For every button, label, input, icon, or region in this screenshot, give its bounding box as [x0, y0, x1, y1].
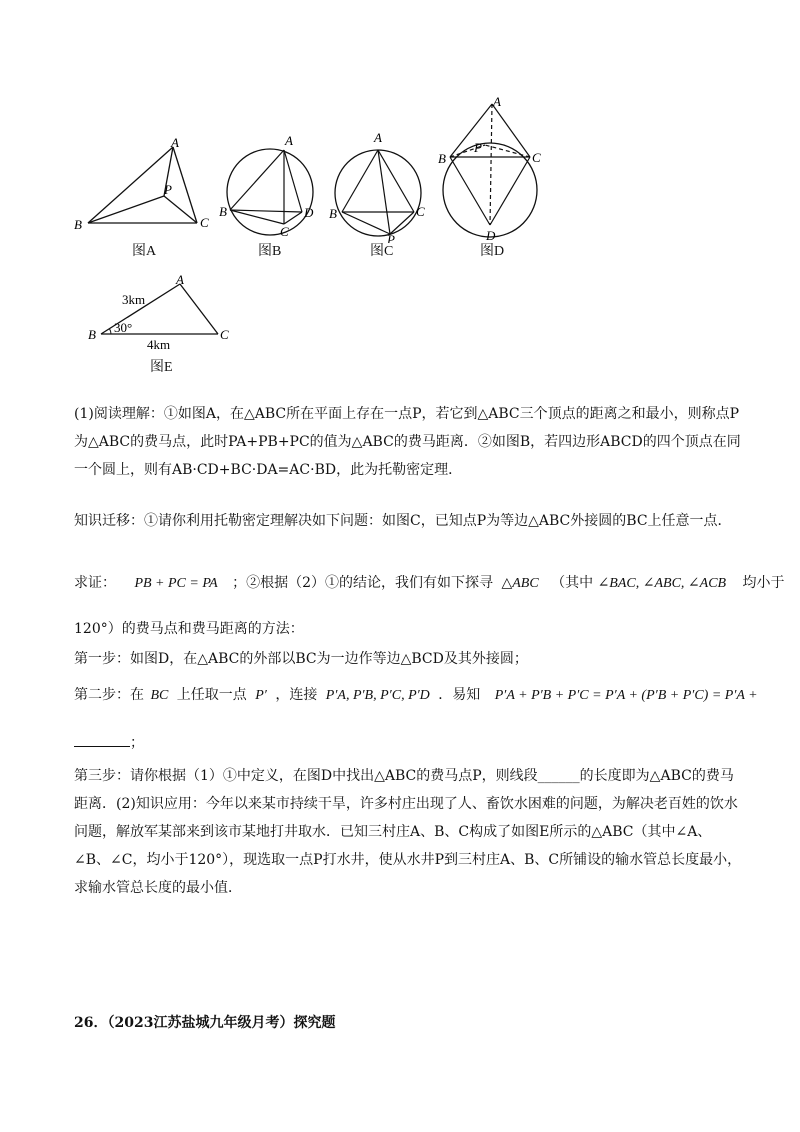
label-a: A	[171, 135, 179, 150]
figure-e-caption: 图E	[150, 360, 173, 375]
figure-e	[84, 272, 234, 352]
angles-list: ∠BAC, ∠ABC, ∠ACB	[597, 576, 727, 591]
label-c: C	[280, 224, 289, 239]
knowledge-transfer-paragraph: 知识迁移：①请你利用托勒密定理解决如下问题：如图C，已知点P为等边△ABC外接圆的BC上任意一点．	[74, 513, 732, 529]
step-two-text: 上任取一点	[176, 687, 247, 703]
step-three-and-application: 第三步：请你根据（1）①中定义，在图D中找出△ABC的费马点P，则线段______的长度即为△ABC的费马距离．(2)知识应用：今年以来某市持续干旱，许多村庄出现了人、畜饮水困难的问题，为解决老百姓的饮水问题，解放军某部来到该市某地打井取水．已知三村庄A、B、C构成了如图E所示的△ABC（其中∠A、∠B、∠C，均小于120°），现选取一点P打水井，使从水井P到三村庄A、B、C所铺设的输水管总长度最小，求输水管总长度的最小值．	[74, 768, 742, 896]
label-d: D	[304, 205, 314, 220]
label-p: P	[387, 232, 395, 243]
step-two-text-3: ．易知	[438, 687, 481, 703]
figure-a-caption: 图A	[132, 244, 157, 259]
step-two-equation: P′A + P′B + P′C = P′A + (P′B + P′C) = P′A +	[494, 688, 758, 703]
label-b: B	[74, 217, 82, 232]
answer-blank[interactable]	[74, 732, 130, 747]
label-angle: 30°	[114, 320, 133, 335]
step-two-text-2: ，连接	[275, 687, 318, 703]
step-two-label: 第二步：在	[74, 687, 144, 703]
label-ab-length: 3km	[122, 292, 146, 307]
arc-bc: BC	[150, 688, 169, 703]
figure-c	[323, 128, 435, 243]
label-c: C	[200, 215, 209, 230]
label-b: B	[88, 327, 96, 342]
proof-label: 求证：	[74, 575, 116, 591]
label-b: B	[219, 204, 227, 219]
label-bc-length: 4km	[147, 337, 171, 352]
label-p: P	[474, 140, 482, 155]
step-two-end: ；	[130, 735, 144, 751]
label-d: D	[486, 228, 496, 243]
figure-d-caption: 图D	[480, 244, 505, 259]
label-a: A	[493, 94, 501, 109]
step-two-answer-line	[74, 732, 144, 752]
figure-c-caption: 图C	[370, 244, 394, 259]
reading-comprehension-paragraph: (1)阅读理解：①如图A，在△ABC所在平面上存在一点P，若它到△ABC三个顶点的距离之和最小，则称点P为△ABC的费马点，此时PA+PB+PC的值为△ABC的费马距离．②如图B，若四边形ABCD的四个顶点在同一个圆上，则有AB·CD+BC·DA=AC·BD，此为托勒密定理．	[74, 406, 741, 478]
label-a: A	[285, 133, 293, 148]
proof-equation: PB + PC = PA	[134, 576, 218, 591]
proof-line-text-3: 均小于	[742, 575, 785, 591]
step-two	[74, 684, 758, 704]
proof-line	[74, 572, 785, 592]
label-c: C	[532, 150, 541, 165]
triangle-abc: △ABC	[501, 576, 539, 591]
figure-a	[70, 135, 220, 235]
label-p: P	[164, 182, 172, 197]
label-c: C	[220, 327, 229, 342]
proof-line-text-2: （其中	[551, 575, 594, 591]
figure-b	[218, 132, 328, 242]
label-c: C	[416, 204, 425, 219]
step-one: 第一步：如图D，在△ABC的外部以BC为一边作等边△BCD及其外接圆；	[74, 651, 528, 667]
proof-line-text: ；②根据（2）①的结论，我们有如下探寻	[232, 575, 493, 591]
label-b: B	[438, 151, 446, 166]
label-a: A	[176, 272, 184, 287]
point-p-prime: P′	[255, 688, 267, 703]
label-b: B	[329, 206, 337, 221]
figure-b-caption: 图B	[258, 244, 282, 259]
label-a: A	[374, 130, 382, 145]
figure-d	[436, 94, 552, 244]
segments-list: P′A, P′B, P′C, P′D	[325, 688, 430, 703]
question-26-heading: 26．（2023江苏盐城九年级月考）探究题	[74, 1015, 336, 1031]
angle-limit-line: 120°）的费马点和费马距离的方法：	[74, 621, 304, 637]
